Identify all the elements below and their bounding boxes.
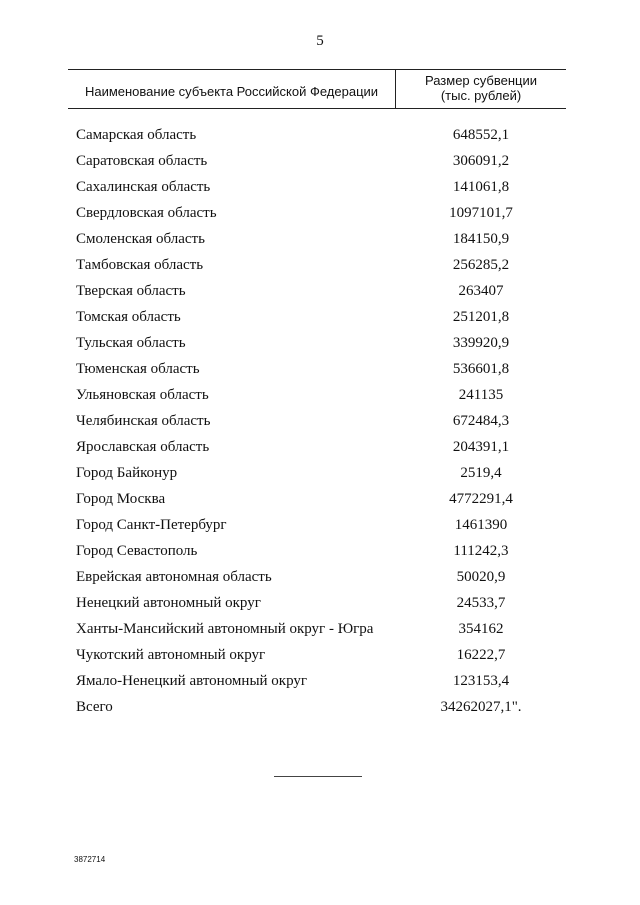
region-name: Тульская область (76, 335, 186, 351)
table-row (76, 148, 566, 174)
subsidy-value: 4772291,4 (449, 491, 513, 507)
region-name: Ханты-Мансийский автономный округ - Югра (76, 621, 374, 637)
region-name: Тверская область (76, 283, 186, 299)
region-name: Ярославская область (76, 439, 210, 455)
subsidy-value: 111242,3 (453, 543, 509, 559)
subsidy-value: 141061,8 (452, 179, 510, 195)
table-row (76, 538, 566, 564)
table-row (76, 174, 566, 200)
table-row (76, 200, 566, 226)
table-header (68, 69, 566, 109)
region-name: Город Москва (76, 491, 166, 507)
subsidy-value: 1461390 (454, 517, 508, 533)
table-row (76, 694, 566, 720)
subsidy-value: 204391,1 (452, 439, 510, 455)
region-name: Саратовская область (76, 153, 208, 169)
subsidy-value: 1097101,7 (449, 205, 513, 221)
table-row (76, 304, 566, 330)
subsidy-value: 263407 (458, 283, 504, 299)
region-name: Томская область (76, 309, 181, 325)
subsidy-value: 241135 (458, 387, 504, 403)
header-amount-line2: (тыс. рублей) (440, 88, 522, 103)
table-row (76, 564, 566, 590)
table-row (76, 408, 566, 434)
subsidy-value: 50020,9 (456, 569, 506, 585)
subsidy-value: 672484,3 (452, 413, 510, 429)
table-row (76, 226, 566, 252)
subsidy-value: 354162 (458, 621, 504, 637)
subsidy-value: 24533,7 (456, 595, 506, 611)
subsidy-value: 648552,1 (452, 127, 510, 143)
region-name: Город Байконур (76, 465, 178, 481)
table-row (76, 460, 566, 486)
region-name: Тюменская область (76, 361, 200, 377)
table-row (76, 434, 566, 460)
subsidy-value: 184150,9 (452, 231, 510, 247)
region-name: Смоленская область (76, 231, 205, 247)
table-row (76, 512, 566, 538)
region-name: Челябинская область (76, 413, 211, 429)
subsidy-value: 16222,7 (456, 647, 506, 663)
subsidy-value: 2519,4 (460, 465, 502, 481)
region-name: Тамбовская область (76, 257, 204, 273)
header-subsidy-amount (396, 70, 566, 108)
region-name: Чукотский автономный округ (76, 647, 266, 663)
region-name: Всего (76, 699, 113, 715)
table-row (76, 590, 566, 616)
table-row (76, 278, 566, 304)
end-rule (274, 776, 362, 777)
document-id: 3872714 (74, 855, 106, 864)
subsidy-value: 536601,8 (452, 361, 510, 377)
table-body (76, 122, 566, 720)
page-number: 5 (316, 33, 324, 49)
subsidy-value: 306091,2 (452, 153, 510, 169)
header-amount-line1: Размер субвенции (424, 73, 538, 88)
table-row (76, 330, 566, 356)
subsidy-value: 339920,9 (452, 335, 510, 351)
region-name: Ульяновская область (76, 387, 209, 403)
region-name: Ямало-Ненецкий автономный округ (76, 673, 308, 689)
table-row (76, 382, 566, 408)
region-name: Ненецкий автономный округ (76, 595, 261, 611)
region-name: Город Санкт-Петербург (76, 517, 227, 533)
table-row (76, 122, 566, 148)
region-name: Город Севастополь (76, 543, 198, 559)
region-name: Самарская область (76, 127, 197, 143)
table-row (76, 486, 566, 512)
table-row (76, 616, 566, 642)
table-row (76, 356, 566, 382)
region-name: Еврейская автономная область (76, 569, 272, 585)
subsidy-value: 256285,2 (452, 257, 510, 273)
table-row (76, 252, 566, 278)
subsidy-value: 251201,8 (452, 309, 510, 325)
header-region-name: Наименование субъекта Российской Федерации (84, 84, 379, 99)
region-name: Сахалинская область (76, 179, 211, 195)
region-name: Свердловская область (76, 205, 217, 221)
table-row (76, 668, 566, 694)
table-row (76, 642, 566, 668)
subsidy-value: 123153,4 (452, 673, 510, 689)
subsidy-value: 34262027,1". (440, 699, 522, 715)
